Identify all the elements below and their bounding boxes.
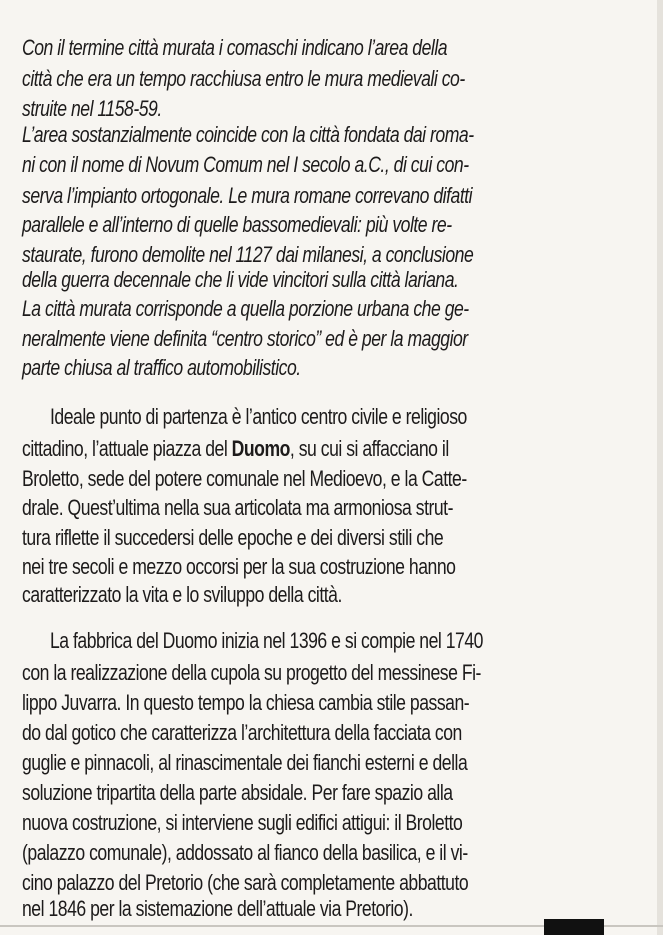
duomo-line-text: cittadino, l’attuale piazza del (22, 436, 232, 461)
intro-line: parallele e all’interno di quelle bassomedievali: più volte re- (22, 212, 452, 237)
duomo-line: drale. Quest’ultima nella sua articolata ma armoniosa strut- (22, 495, 453, 520)
page-edge-shadow (657, 0, 663, 935)
duomo-line: nei tre secoli e mezzo occorsi per la sua costruzione hanno (22, 554, 456, 579)
fabbrica-line: soluzione tripartita della parte absidale. Per fare spazio alla (22, 780, 453, 805)
intro-line: La città murata corrisponde a quella porzione urbana che ge- (22, 296, 469, 321)
fabbrica-line: guglie e pinnacoli, al rinascimentale dei fianchi esterni e della (22, 750, 468, 775)
fabbrica-line: cino palazzo del Pretorio (che sarà completamente abbattuto (22, 870, 469, 895)
duomo-line: caratterizzato la vita e lo sviluppo della città. (22, 582, 342, 607)
intro-line: struite nel 1158-59. (22, 96, 162, 121)
duomo-line: Broletto, sede del potere comunale nel Medioevo, e la Catte- (22, 466, 467, 491)
intro-line: città che era un tempo racchiusa entro le mura medievali co- (22, 66, 465, 91)
intro-line: neralmente viene definita “centro storico” ed è per la maggior (22, 326, 468, 351)
fabbrica-line: La fabbrica del Duomo inizia nel 1396 e si compie nel 1740 (50, 628, 483, 653)
duomo-line: tura riflette il succedersi delle epoche e dei diversi stili che (22, 525, 444, 550)
duomo-line-text: , su cui si affacciano il (289, 436, 449, 461)
fabbrica-line: con la realizzazione della cupola su progetto del messinese Fi- (22, 660, 481, 685)
duomo-line (22, 436, 494, 462)
page-corner-block (544, 919, 604, 935)
intro-line: parte chiusa al traffico automobilistico. (22, 355, 301, 380)
intro-line: ni con il nome di Novum Comum nel I secolo a.C., di cui con- (22, 152, 469, 177)
intro-line: della guerra decennale che li vide vincitori sulla città lariana. (22, 267, 459, 292)
fabbrica-line: nel 1846 per la sistemazione dell’attuale via Pretorio). (22, 896, 413, 921)
fabbrica-line: lippo Juvarra. In questo tempo la chiesa cambia stile passan- (22, 690, 470, 715)
intro-line: Con il termine città murata i comaschi indicano l’area della (22, 35, 448, 60)
intro-line: serva l’impianto ortogonale. Le mura romane correvano difatti (22, 183, 473, 208)
duomo-line: Ideale punto di partenza è l’antico centro civile e religioso (50, 404, 467, 429)
intro-line: staurate, furono demolite nel 1127 dai milanesi, a conclusione (22, 242, 474, 267)
duomo-bold-term: Duomo (231, 436, 290, 461)
intro-line: L’area sostanzialmente coincide con la città fondata dai roma- (22, 122, 474, 147)
fabbrica-line: do dal gotico che caratterizza l’architettura della facciata con (22, 720, 462, 745)
fabbrica-line: nuova costruzione, si interviene sugli edifici attigui: il Broletto (22, 810, 463, 835)
fabbrica-line: (palazzo comunale), addossato al fianco della basilica, e il vi- (22, 840, 468, 865)
